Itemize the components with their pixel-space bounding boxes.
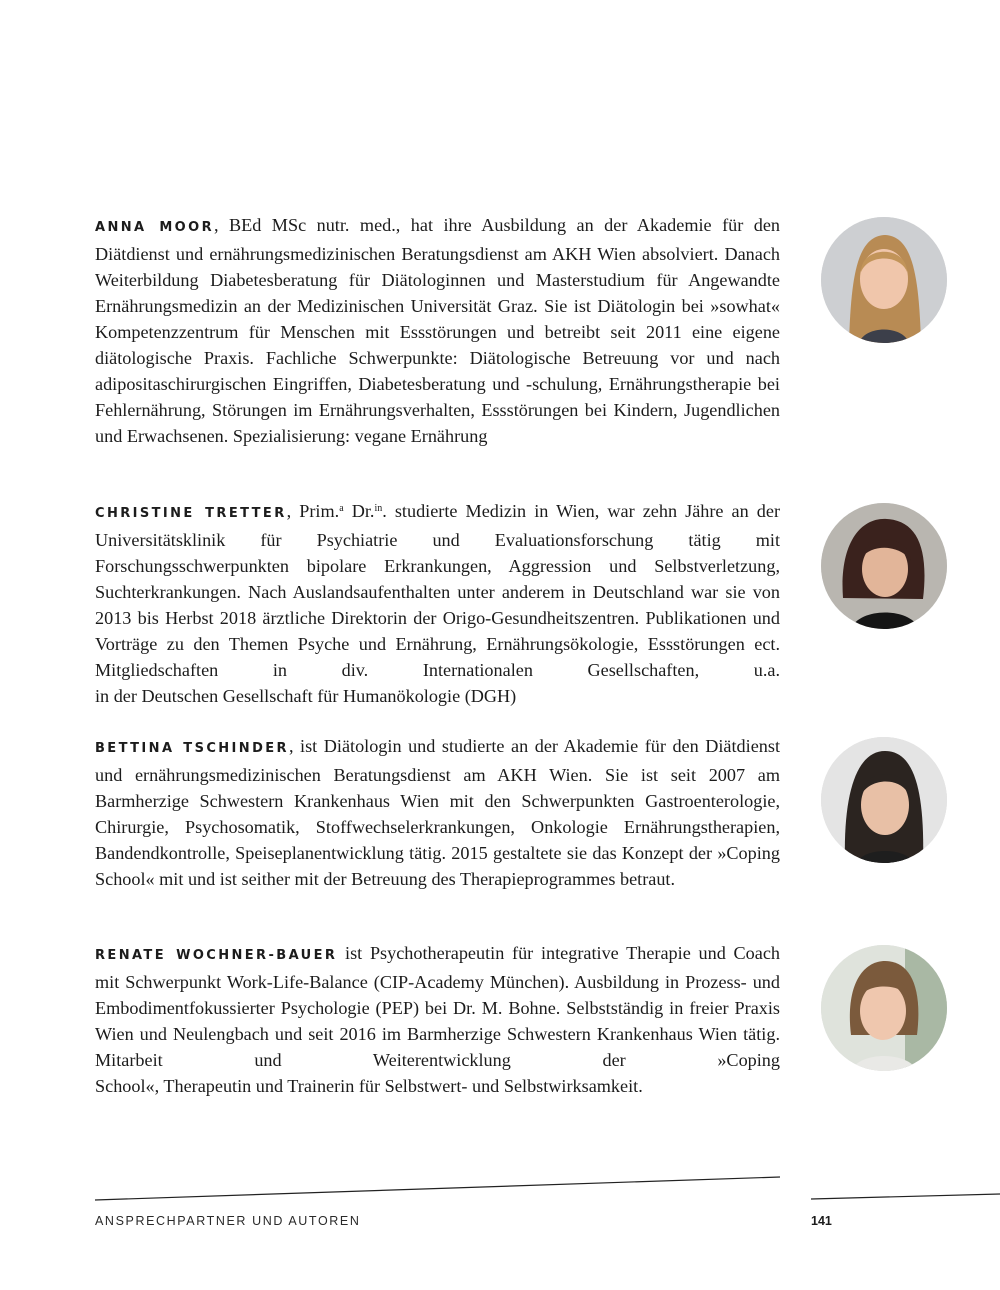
page-number: 141 [811,1214,832,1228]
footer-rule-left [95,1177,780,1200]
title-prim: Prim. [291,501,340,521]
title-dr-suffix: in [374,503,383,514]
author-name: ANNA MOOR [95,220,214,235]
title-prim-suffix: a [339,503,344,514]
name-separator: , [288,736,294,756]
bio-text: BEd MSc nutr. med., hat ihre Ausbildung an der Akademie für den Diätdienst und ernährungsmedizinischen Beratungsdienst am AKH Wien absolviert. Danach Weiterbildung Diabetesberatung für Diätologinnen und Masterstudium für Angewandte Ernährungsmedizin an der Medizinischen Universität Graz. Sie ist Diätologin bei »sowhat« Kompetenzzentrum für Menschen mit Essstörungen und betreibt seit 2011 eine eigene diätologische Praxis. Fachliche Schwerpunkte: Diätologische Betreuung vor und nach adipositaschirurgischen Eingriffen, Diabetesberatung und -schulung, Ernährungstherapie bei Fehlernährung, Störungen im Ernährungsverhalten, Essstörungen bei Kindern, Jugendlichen und Erwachsenen. [95,215,781,446]
bio-text-end: School«, Therapeutin und Trainerin für Selbstwert- und Selbstwirksamkeit. [95,1076,643,1096]
bio-text: ist Diätologin und studierte an der Akademie für den Diätdienst und ernährungsmedizinischen Beratungsdienst am AKH Wien. Sie ist seit 2007 am Barmherzige Schwestern Krankenhaus Wien mit den Schwerpunkten Gastroenterologie, Chirurgie, Psychosomatik, Stoffwechselerkrankungen, Onkologie Ernährungstherapien, Bandendkontrolle, Speiseplanentwicklung tätig. 2015 gestaltete sie das Konzept der »Coping School« mit und ist seither mit der Betreuung [95,736,781,889]
footer-rule-right [811,1194,1000,1199]
bio-text: ist Psychotherapeutin für integrative Therapie und Coach mit Schwerpunkt Work-Life-Balance (CIP-Academy München). Ausbildung in Prozess- und Embodimentfokussierter Psychologie (PEP) bei Dr. M. Bohne. Selbstständig in freier Praxis Wien und Neulengbach und seit 2016 im Barmherzige Schwestern Krankenhaus Wien tätig. Mitarbeit und Weiterentwicklung der »Coping [95,943,780,1070]
title-dr: Dr. [343,501,375,521]
bio-text: . studierte Medizin in Wien, war zehn Jähre an der Universitätsklinik für Psychiatrie und Evaluationsforschung tätig mit Forschungsschwerpunkten bipolare Erkrankungen, Aggression und Selbstverletzung, Suchterkrankungen. Nach Auslandsaufenthalten unter anderem in Deutschland war sie von 2013 bis Herbst 2018 ärztliche Direktorin der Origo-Gesundheitszentren. Publikationen und Vorträge zu den Themen Psyche und Ernährung, Ernährungsökologie, Essstörungen ect. Mitgliedschaften in div. Internationalen Gesellschaften, u.a. [95,501,781,680]
running-footer-title: ANSPRECHPARTNER UND AUTOREN [95,1214,361,1228]
bio-text-end: des Therapieprogrammes betraut. [431,869,676,889]
bio-text-end: in der Deutschen Gesellschaft für Humanökologie (DGH) [95,686,517,706]
author-name: CHRISTINE TRETTER [95,506,287,521]
author-name: RENATE WOCHNER-BAUER [95,948,338,963]
author-name: BETTINA TSCHINDER [95,741,289,756]
name-separator: , [213,215,219,235]
bio-text-end: Spezialisierung: vegane Ernährung [232,426,488,446]
name-separator: , [286,501,292,521]
